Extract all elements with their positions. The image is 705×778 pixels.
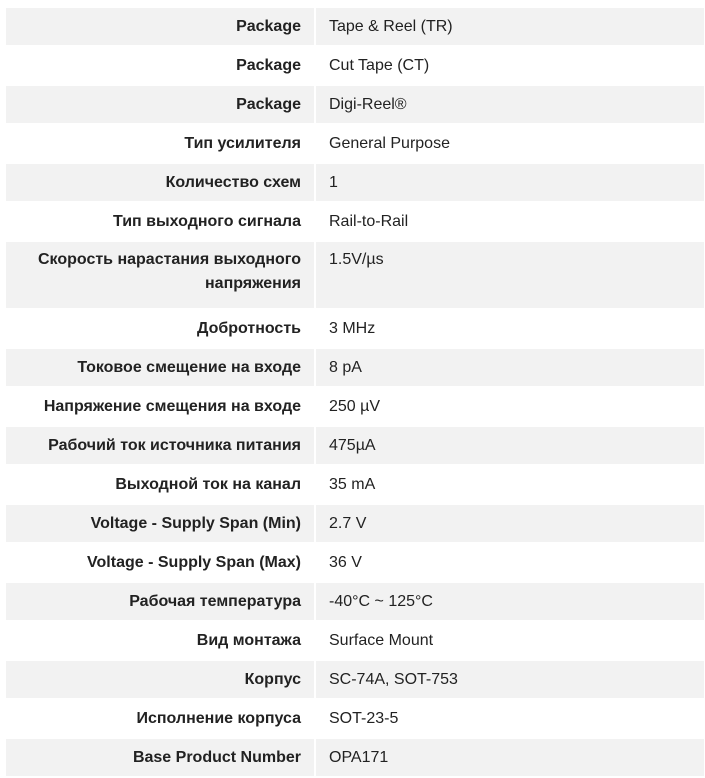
- spec-row-supply-current: [6, 427, 704, 466]
- spec-row-package-digireel: [6, 86, 704, 125]
- spec-label: Выходной ток на канал: [6, 466, 316, 505]
- spec-label: Package: [6, 47, 316, 86]
- spec-label: Корпус: [6, 661, 316, 700]
- spec-value: OPA171: [316, 739, 704, 778]
- spec-label: Voltage - Supply Span (Min): [6, 505, 316, 544]
- spec-value: Tape & Reel (TR): [316, 8, 704, 47]
- spec-label: Тип выходного сигнала: [6, 203, 316, 242]
- spec-row-input-bias-current: [6, 349, 704, 388]
- spec-label: Скорость нарастания выходного напряжения: [6, 242, 316, 310]
- spec-row-amplifier-type: [6, 125, 704, 164]
- spec-value: Cut Tape (CT): [316, 47, 704, 86]
- spec-value: Rail-to-Rail: [316, 203, 704, 242]
- spec-row-operating-temperature: [6, 583, 704, 622]
- spec-table-body: [6, 8, 704, 778]
- spec-row-input-offset-voltage: [6, 388, 704, 427]
- spec-row-supply-span-min: [6, 505, 704, 544]
- spec-label: Токовое смещение на входе: [6, 349, 316, 388]
- spec-value: 2.7 V: [316, 505, 704, 544]
- spec-value: SC-74A, SOT-753: [316, 661, 704, 700]
- spec-label: Добротность: [6, 310, 316, 349]
- spec-label: Исполнение корпуса: [6, 700, 316, 739]
- spec-value: 1: [316, 164, 704, 203]
- spec-value: Surface Mount: [316, 622, 704, 661]
- spec-label: Тип усилителя: [6, 125, 316, 164]
- spec-table: [6, 8, 704, 778]
- spec-row-circuit-count: [6, 164, 704, 203]
- spec-label: Количество схем: [6, 164, 316, 203]
- spec-label: Package: [6, 8, 316, 47]
- spec-label: Рабочий ток источника питания: [6, 427, 316, 466]
- spec-value: SOT-23-5: [316, 700, 704, 739]
- spec-value: 36 V: [316, 544, 704, 583]
- spec-row-slew-rate: [6, 242, 704, 310]
- spec-label: Base Product Number: [6, 739, 316, 778]
- spec-label: Вид монтажа: [6, 622, 316, 661]
- spec-row-supply-span-max: [6, 544, 704, 583]
- spec-value: 8 pA: [316, 349, 704, 388]
- spec-row-gain-bandwidth: [6, 310, 704, 349]
- spec-value: 250 µV: [316, 388, 704, 427]
- spec-value: 1.5V/µs: [316, 242, 704, 310]
- spec-row-base-product-number: [6, 739, 704, 778]
- spec-row-mounting-type: [6, 622, 704, 661]
- spec-value: 3 MHz: [316, 310, 704, 349]
- spec-value: -40°C ~ 125°C: [316, 583, 704, 622]
- spec-row-package-ct: [6, 47, 704, 86]
- spec-row-package-case: [6, 661, 704, 700]
- spec-row-output-type: [6, 203, 704, 242]
- spec-value: Digi-Reel®: [316, 86, 704, 125]
- spec-row-output-current: [6, 466, 704, 505]
- spec-value: General Purpose: [316, 125, 704, 164]
- spec-label: Voltage - Supply Span (Max): [6, 544, 316, 583]
- spec-value: 475µA: [316, 427, 704, 466]
- spec-value: 35 mA: [316, 466, 704, 505]
- spec-row-supplier-device-package: [6, 700, 704, 739]
- spec-label: Package: [6, 86, 316, 125]
- spec-row-package-tr: [6, 8, 704, 47]
- spec-label: Рабочая температура: [6, 583, 316, 622]
- spec-label: Напряжение смещения на входе: [6, 388, 316, 427]
